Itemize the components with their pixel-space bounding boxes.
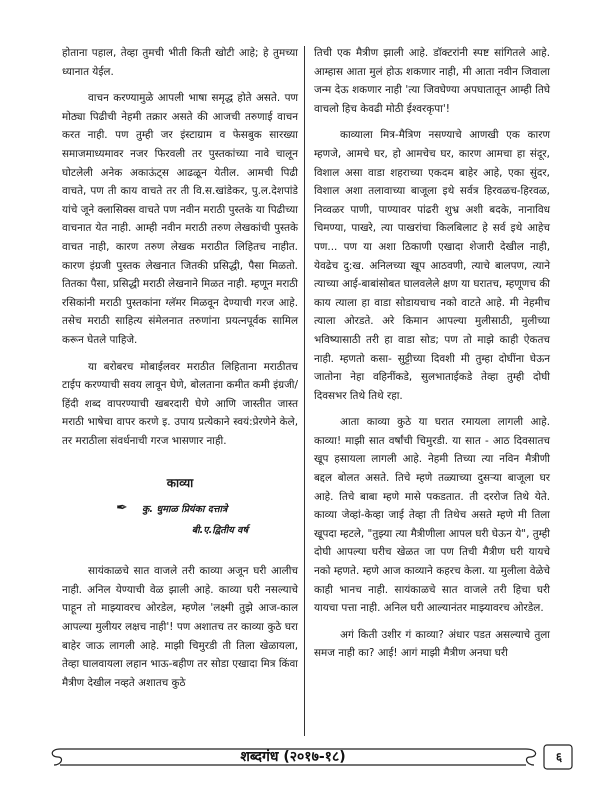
right-column [314,44,550,671]
author-class: बी.ए.द्वितीय वर्ष [191,524,248,536]
paragraph: काव्याला मित्र-मैत्रिण नसण्याचे आणखी एक कारण म्हणजे, आमचे घर, हो आमचेच घर, कारण आमचा हा संदूर, विशाल असा वाडा शहराच्या एकदम बाहेर आहे, एका सुंदर, विशाल अशा तलावाच्या बाजूला इथे सर्वत्र हिरवळच-हिरवळ, निव्वळर पाणी, पाण्यावर पांढरी शुभ्र अशी बदके, नानाविध चिमण्या, पाखरे, त्या पाखरांचा किलबिलाट हे सर्व इथे आहेच पण... पण या अशा ठिकाणी एखादा शेजारी देखील नाही, येवढेच दु:ख. अनिलच्या खूप आठवणी, त्याचे बालपण, त्याने त्याच्या आई-बाबांसोबत घालवलेले क्षण या घरातच, म्हणूणच की काय त्याला हा वाडा सोडायचाच नको वाटते आहे. मी नेहमीच त्याला ओरडते. अरे किमान आपल्या मुलीसाठी, मुलीच्या भविष्यासाठी तरी हा वाडा सोड; पण तो माझे काही ऐकतच नाही. म्हणतो कसा- सुट्टीच्या दिवशी मी तुम्हा दोघींना घेऊन जातोना नेहा वहिनींकडे, सुलभाताईकडे तेव्हा तुम्ही दोघी दिवसभर तिथे तिथे रहा. [314,129,550,402]
author-byline [62,501,298,520]
paragraph: अगं किती उशीर गं काव्या? अंधार पडत असल्याचे तुला समज नाही का? आई! आगं माझी मैत्रीण अनघा घरी [314,628,550,660]
paragraph: आता काव्या कुठे या घरात रमायला लागली आहे. काव्या! माझी सात वर्षांची चिमुरडी. या सात - आठ दिवसातच खूप हसायला लागली आहे. नेहमी तिच्या त्या नविन मैत्रीणी बद्दल बोलत असते. तिचे म्हणे तळ्याच्या दुसऱ्या बाजूला घर आहे. तिचे बाबा म्हणे मासे पकडतात. ती दररोज तिथे येते. काव्या जेव्हां-केव्हा जाई तेव्हा ती तिथेच असते म्हणे मी तिला खूपदा म्हटले, "तुझ्या त्या मैत्रीणीला आपल घरी घेऊन ये", तुम्ही दोघी आपल्या घरीच खेळत जा पण तिची मैत्रीण घरी यायचे नको म्हणते. म्हणे आज काव्याने कहरच केला. या मुलीला वेळेचे काही भानच नाही. सायंकाळचे सात वाजले तरी हिचा घरी यायचा पत्ता नाही. अनिल घरी आल्यानंतर माझ्यावरच ओरडेल. [314,416,550,615]
author-name: कु. धुमाळ प्रियंका दत्तात्रे [142,504,228,516]
paragraph: होताना पहाल, तेव्हा तुमची भीती किती खोटी आहे; हे तुमच्या ध्यानात येईल. [62,47,298,78]
pen-nib-icon: ✒ [116,500,128,517]
footer-scroll-banner [48,744,576,770]
paragraph: या बरोबरच मोबाईलवर मराठीत लिहिताना मराठीतच टाईप करण्याची सवय लावून घेणे, बोलताना कमीत कमी इंग्रजी/हिंदी शब्द वापरण्याची खबरदारी घेणे आणि जास्तीत जास्त मराठी भाषेचा वापर करणे इ. उपाय प्रत्येकाने स्वयं:प्रेरणेने केले, तर मराठीला संवर्धनाची गरज भासणार नाही. [62,360,298,447]
magazine-title: शब्दगंध (२०१७-१८) [240,749,346,765]
page-number: ६ [555,750,563,764]
paragraph: तिची एक मैत्रीण झाली आहे. डॉक्टरांनी स्पष्ट सांगितले आहे. आम्हास आता मुलं होऊ शकणार नाही, मी आता नवीन जिवाला जन्म देऊ शकणार नाही 'त्या जिवघेण्या अपघातातून आम्ही तिघे वाचलो हिच केवढी मोठी ईश्वरकृपा'! [314,47,550,115]
column-divider [304,46,305,736]
paragraph: सायंकाळचे सात वाजले तरी काव्या अजून घरी आलीच नाही. अनिल येण्याची वेळ झाली आहे. काव्या घरी नसल्याचे पाहून तो माझ्यावरच ओरडेल, म्हणेल 'लक्ष्मी तुझे आज-काल आपल्या मुलीयर लक्षच नाही'! पण अशातच तर काव्या कुठे घरा बाहेर जाऊ लागली आहे. माझी चिमुरडी ती तिला खेळायला, तेव्हा घालवायला लहान भाऊ-बहीण तर सोडा एखादा मित्र किंवा मैत्रीण देखील नव्हते अशातच कुठे [62,565,298,689]
paragraph: वाचन करण्यामुळे आपली भाषा समृद्ध होते असते. पण मोठ्या पिढीची नेहमी तक्रार असते की आजची तरुणाई वाचन करत नाही. पण तुम्ही जर इंस्टाग्राम व फेसबुक सारख्या समाजमाध्यमावर नजर फिरवली तर पुस्तकांच्या नावे चालून घोटलेली अनेक अकाऊंट्स आढळून येतील. आमची पिढी वाचते, पण ती काय वाचते तर ती वि.स.खांडेकर, पु.ल.देशपांडे यांचे जूने क्लासिक्स वाचते पण नवीन मराठी पुस्तके या पिढीच्या वाचनात येत नाही. आम्ही नवीन मराठी तरुण लेखकांची पुस्तके वाचत नाही, कारण तरुण लेखक मराठीत लिहितच नाहीत. कारण इंग्रजी पुस्तक लेखनात जितकी प्रसिद्धी, पैसा मिळतो. तितका पैसा, प्रसिद्धी मराठी लेखनाने मिळत नाही. म्हणून मराठी रसिकांनी मराठी पुस्तकांना ग्लॅमर मिळवून देण्याची गरज आहे. तसेच मराठी साहित्य संमेलनात तरुणांना प्रयत्नपूर्वक सामिल करून घेतले पाहिजे. [62,92,298,346]
article-title: काव्या [166,476,194,491]
left-column [62,44,298,700]
